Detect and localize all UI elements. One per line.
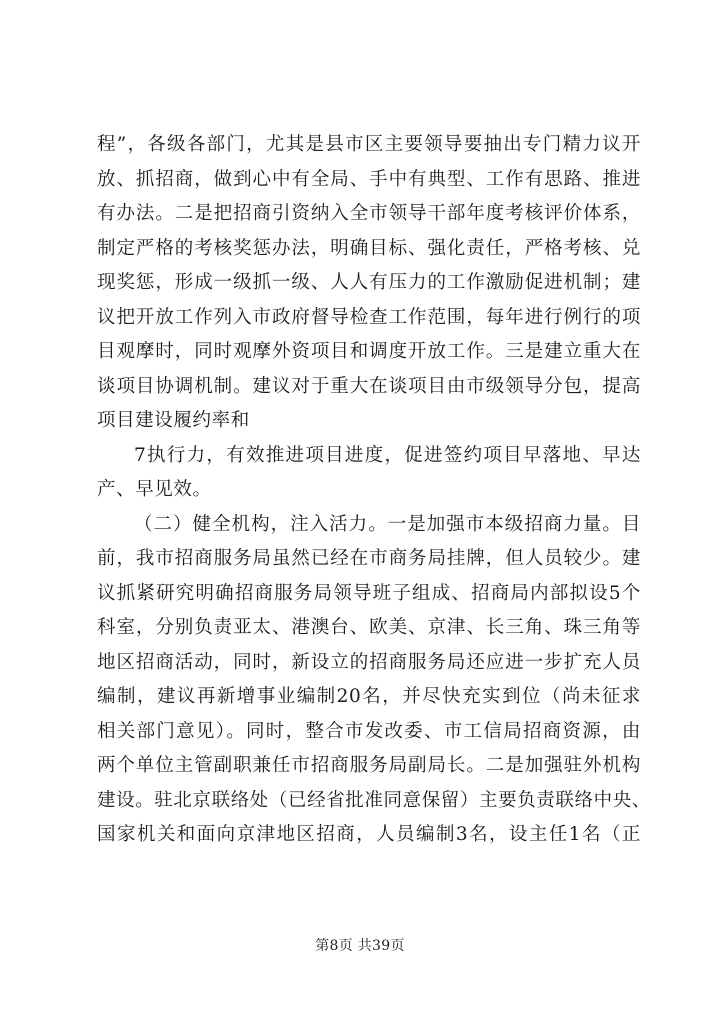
text-line: 地区招商活动，同时，新设立的招商服务局还应进一步扩充人员 [97,651,641,673]
paragraph-section-two [97,508,651,853]
text-line: 相关部门意见）。同时，整合市发改委、市工信局招商资源，由 [97,720,641,742]
page-footer: 第8页 共39页 [315,938,405,954]
text-line: 前，我市招商服务局虽然已经在市商务局挂牌，但人员较少。建 [97,548,641,569]
text-line: 目观摩时，同时观摩外资项目和调度开放工作。三是建立重大在 [97,341,641,362]
text-line: 制定严格的考核奖惩办法，明确目标、强化责任，严格考核、兑 [97,237,641,259]
text-line: 有办法。二是把招商引资纳入全市领导干部年度考核评价体系， [97,203,641,224]
text-line: （二）健全机构，注入活力。一是加强市本级招商力量。目 [134,513,641,535]
text-line: 科室，分别负责亚太、港澳台、欧美、京津、长三角、珠三角等 [97,617,641,638]
text-line: 产、早见效。 [97,479,212,500]
paragraph-continuation [97,128,641,439]
text-line: 放、抓招商，做到心中有全局、手中有典型、工作有思路、推进 [97,168,641,190]
text-line: 谈项目协调机制。建议对于重大在谈项目由市级领导分包，提高 [97,375,641,397]
text-line: 两个单位主管副职兼任市招商服务局副局长。二是加强驻外机构 [97,755,641,776]
paragraph-execution [97,439,641,508]
text-line: 议把开放工作列入市政府督导检查工作范围，每年进行例行的项 [97,306,641,328]
text-line: 项目建设履约率和 [97,410,250,431]
text-line: 编制，建议再新增事业编制20名，并尽快充实到位（尚未征求 [97,686,641,707]
text-line: 程”，各级各部门，尤其是县市区主要领导要抽出专门精力议开 [97,134,641,155]
document-body [97,128,651,853]
text-line: 国家机关和面向京津地区招商，人员编制3名，设主任1名（正 [97,824,641,845]
text-line: 7执行力，有效推进项目进度，促进签约项目早落地、早达 [134,444,641,466]
text-line: 现奖惩，形成一级抓一级、人人有压力的工作激励促进机制；建 [97,272,641,293]
text-line: 议抓紧研究明确招商服务局领导班子组成、招商局内部拟设5个 [97,582,641,604]
text-line: 建设。驻北京联络处（已经省批准同意保留）主要负责联络中央、 [97,789,651,811]
